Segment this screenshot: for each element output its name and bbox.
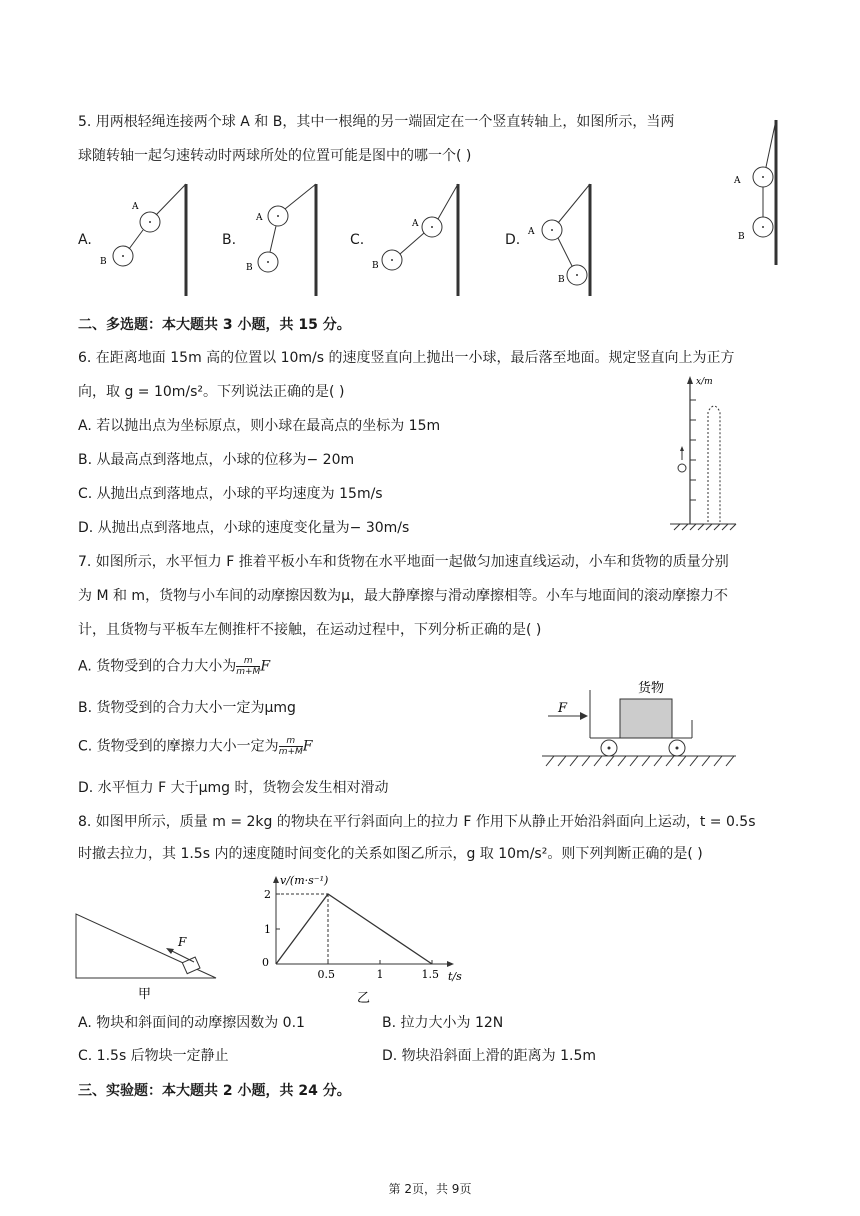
q6-stem-line2: 向，取 g = 10m/s²。下列说法正确的是( ) bbox=[78, 384, 345, 400]
q6-stem-line1: 6. 在距离地面 15m 高的位置以 10m/s 的速度竖直向上抛出一小球，最后落至地面。规定竖直向上为正方 bbox=[78, 350, 735, 366]
q5-option-b-figure bbox=[240, 182, 330, 298]
q8-incline-figure bbox=[74, 910, 224, 1002]
q5-option-c-figure bbox=[368, 182, 468, 298]
q8-stem-line2: 时撤去拉力，其 1.5s 内的速度随时间变化的关系如图乙所示，g 取 10m/s²。则下列判断正确的是( ) bbox=[78, 846, 703, 862]
q5-option-a-figure bbox=[96, 182, 196, 298]
fraction bbox=[236, 656, 260, 677]
page-footer: 第 2页，共 9页 bbox=[388, 1182, 472, 1196]
q6-option-c: C. 从抛出点到落地点，小球的平均速度为 15m/s bbox=[78, 486, 383, 502]
velocity-line bbox=[276, 894, 432, 964]
q8-option-d: D. 物块沿斜面上滑的距离为 1.5m bbox=[382, 1048, 597, 1064]
ball-a-label: A bbox=[528, 227, 535, 237]
force-label: F bbox=[558, 701, 568, 716]
q5-option-d-label: D. bbox=[505, 232, 521, 248]
y-tick-label: 1 bbox=[264, 923, 271, 936]
q7-option-a-text: A. 货物受到的合力大小为 bbox=[78, 658, 237, 675]
q5-option-c-label: C. bbox=[350, 232, 365, 248]
x-tick-label: 1 bbox=[376, 968, 384, 981]
fraction-denominator: m+M bbox=[236, 667, 261, 677]
x-tick-label: 0.5 bbox=[317, 968, 335, 981]
section-3-heading: 三、实验题：本大题共 2 小题，共 24 分。 bbox=[78, 1083, 351, 1099]
q6-option-d: D. 从抛出点到落地点，小球的速度变化量为− 30m/s bbox=[78, 520, 410, 536]
q7-stem-line3: 计，且货物与平板车左侧推杆不接触，在运动过程中，下列分析正确的是( ) bbox=[78, 622, 542, 638]
q8-vt-chart bbox=[254, 868, 484, 1008]
q7-stem-line2: 为 M 和 m，货物与小车间的动摩擦因数为μ，最大静摩擦与滑动摩擦相等。小车与地面间的滚动摩擦力不 bbox=[78, 588, 728, 604]
cargo-label: 货物 bbox=[638, 681, 665, 696]
q5-stem-line2: 球随转轴一起匀速转动时两球所处的位置可能是图中的哪一个( ) bbox=[78, 148, 472, 164]
ball-a-label: A bbox=[132, 202, 139, 212]
y-tick-label: 2 bbox=[264, 888, 271, 901]
q5-stem-line1: 5. 用两根轻绳连接两个球 A 和 B，其中一根绳的另一端固定在一个竖直转轴上，如图所示，当两 bbox=[78, 114, 675, 130]
ball-b-label: B bbox=[738, 232, 745, 242]
q6-option-a: A. 若以抛出点为坐标原点，则小球在最高点的坐标为 15m bbox=[78, 418, 441, 434]
section-2-heading: 二、多选题：本大题共 3 小题，共 15 分。 bbox=[78, 317, 351, 333]
q7-stem-line1: 7. 如图所示，水平恒力 F 推着平板小车和货物在水平地面一起做匀加速直线运动，小车和货物的质量分别 bbox=[78, 554, 729, 570]
q5-reference-figure bbox=[728, 115, 784, 270]
fraction-numerator: m bbox=[236, 656, 260, 667]
q6-axis-label: x/m bbox=[696, 377, 713, 387]
q8-option-c: C. 1.5s 后物块一定静止 bbox=[78, 1048, 229, 1064]
figure-yi-label: 乙 bbox=[357, 991, 371, 1006]
ball-a-label: A bbox=[256, 213, 263, 223]
x-tick-label: 0 bbox=[262, 956, 269, 969]
ball-b-label: B bbox=[246, 263, 253, 273]
q8-option-a: A. 物块和斜面间的动摩擦因数为 0.1 bbox=[78, 1015, 305, 1031]
q7-option-a bbox=[78, 656, 270, 677]
fraction bbox=[279, 736, 303, 757]
fraction-numerator: m bbox=[279, 736, 303, 747]
fraction-denominator: m+M bbox=[278, 747, 303, 757]
q7-option-d: D. 水平恒力 F 大于μmg 时，货物会发生相对滑动 bbox=[78, 780, 389, 796]
q5-option-b-label: B. bbox=[222, 232, 237, 248]
x-axis-label: t/s bbox=[448, 970, 462, 983]
ball-b-label: B bbox=[100, 257, 107, 267]
q7-option-b: B. 货物受到的合力大小一定为μmg bbox=[78, 700, 296, 716]
x-tick-label: 1.5 bbox=[421, 968, 439, 981]
q7-option-c-text: C. 货物受到的摩擦力大小一定为 bbox=[78, 738, 279, 755]
ball-b-label: B bbox=[372, 261, 379, 271]
q6-figure bbox=[666, 372, 748, 538]
q7-option-c bbox=[78, 736, 312, 757]
q6-option-b: B. 从最高点到落地点，小球的位移为− 20m bbox=[78, 452, 355, 468]
q8-stem-line1: 8. 如图甲所示，质量 m = 2kg 的物块在平行斜面向上的拉力 F 作用下从静止开始沿斜面向上运动，t = 0.5s bbox=[78, 814, 756, 830]
force-label: F bbox=[178, 935, 187, 949]
figure-jia-label: 甲 bbox=[138, 987, 152, 1002]
ball-b-label: B bbox=[558, 275, 565, 285]
q8-option-b: B. 拉力大小为 12N bbox=[382, 1015, 504, 1031]
q5-option-a-label: A. bbox=[78, 232, 92, 248]
y-axis-label: v/(m·s⁻¹) bbox=[280, 874, 329, 887]
q5-option-d-figure bbox=[522, 182, 602, 298]
force-symbol: F bbox=[260, 658, 271, 675]
force-symbol: F bbox=[302, 738, 313, 755]
ball-a-label: A bbox=[412, 219, 419, 229]
q7-cart-figure bbox=[540, 672, 740, 772]
ball-a-label: A bbox=[734, 176, 741, 186]
